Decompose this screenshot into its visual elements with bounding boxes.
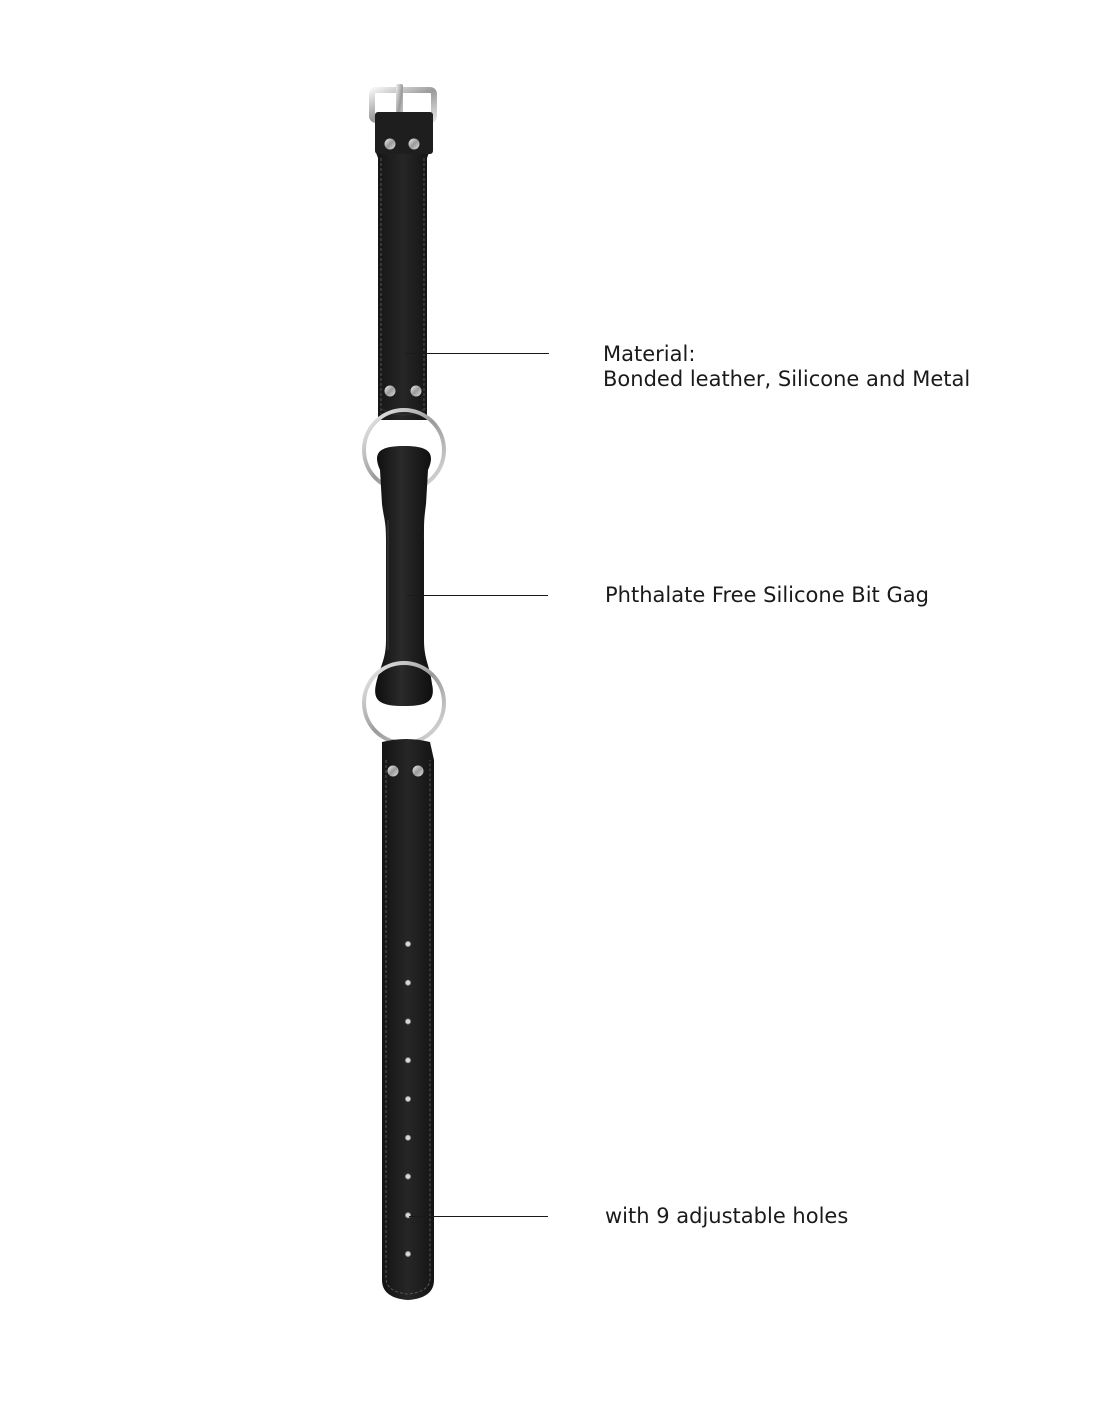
rivet-icon — [388, 766, 399, 777]
rivet-icon — [411, 386, 422, 397]
strap-hole-icon — [405, 1058, 410, 1063]
strap-hole-icon — [405, 1096, 410, 1101]
rivet-icon — [413, 766, 424, 777]
material-heading: Material: — [603, 342, 696, 366]
top-strap — [375, 112, 433, 420]
strap-hole-icon — [405, 1251, 410, 1256]
strap-hole-icon — [405, 1135, 410, 1140]
gag-callout: Phthalate Free Silicone Bit Gag — [605, 583, 929, 607]
strap-hole-icon — [405, 1174, 410, 1179]
strap-hole-icon — [405, 980, 410, 985]
holes-callout: with 9 adjustable holes — [605, 1204, 849, 1228]
rivet-icon — [385, 139, 396, 150]
rivet-icon — [385, 386, 396, 397]
strap-hole-icon — [405, 941, 410, 946]
material-callout — [603, 342, 970, 392]
material-detail: Bonded leather, Silicone and Metal — [603, 367, 971, 391]
material-callout-line — [406, 353, 549, 354]
gag-callout-line — [407, 595, 548, 596]
holes-callout-line — [409, 1216, 548, 1217]
rivet-icon — [409, 139, 420, 150]
strap-hole-icon — [405, 1019, 410, 1024]
